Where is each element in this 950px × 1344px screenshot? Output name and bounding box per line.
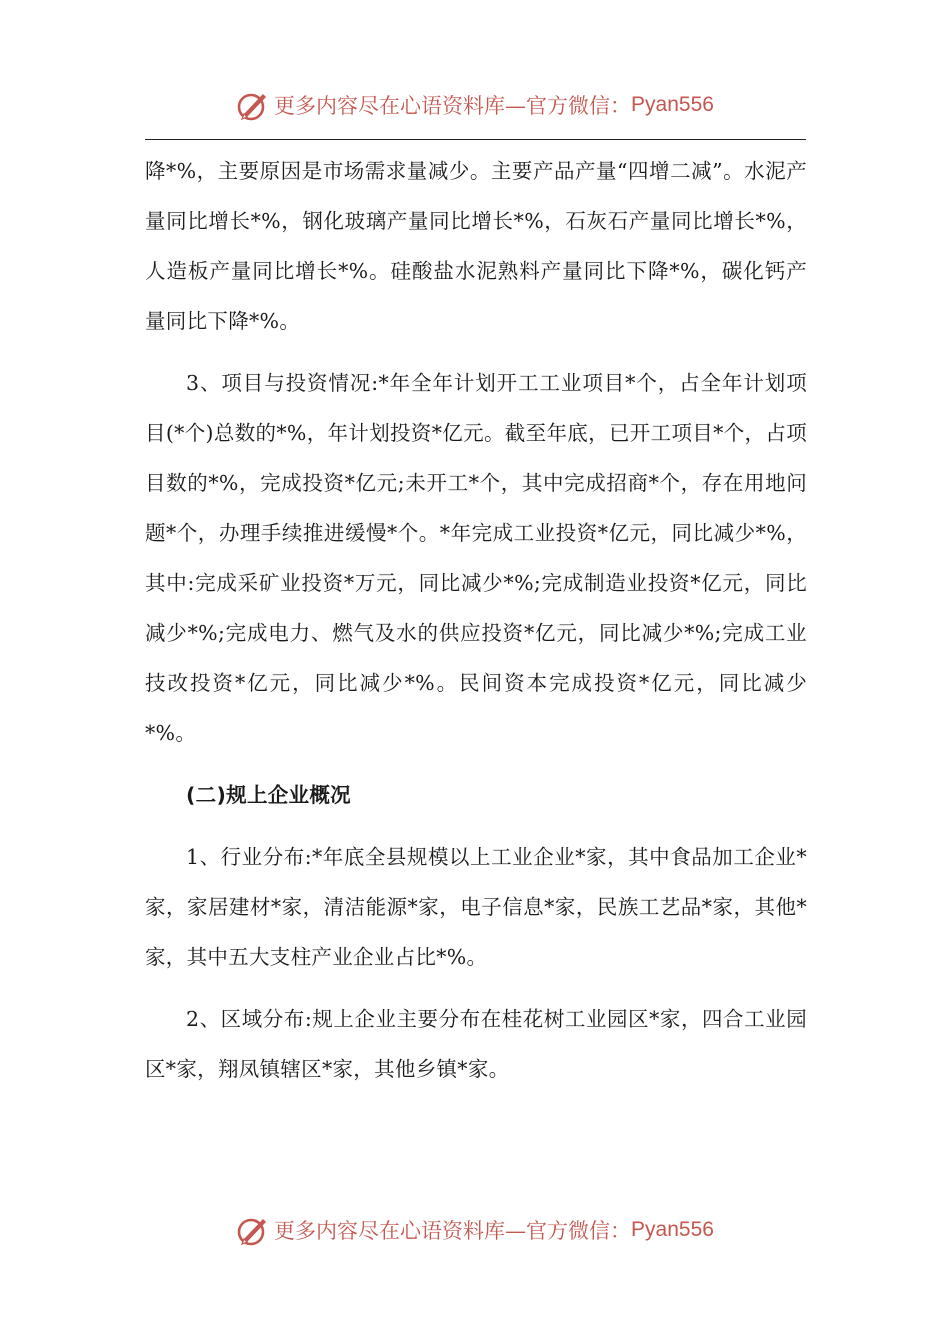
footer-watermark-id: Pyan556	[631, 1218, 714, 1241]
section-heading-enterprises: (二)规上企业概况	[186, 783, 351, 807]
paragraph-industry-distribution: 1、行业分布:*年底全县规模以上工业企业*家，其中食品加工企业*家，家居建材*家，清洁能源*家，电子信息*家，民族工艺品*家，其他*家，其中五大支柱产业企业占比*%。	[145, 845, 807, 969]
footer-watermark	[0, 1210, 950, 1250]
footer-watermark-text: 更多内容尽在心语资料库—官方微信：	[274, 1219, 632, 1243]
header-watermark-id: Pyan556	[631, 93, 714, 116]
pen-logo-icon	[236, 88, 270, 122]
pen-logo-icon	[236, 1213, 270, 1247]
header-watermark-text: 更多内容尽在心语资料库—官方微信：	[274, 94, 632, 118]
paragraph-projects-investment: 3、项目与投资情况:*年全年计划开工工业项目*个，占全年计划项目(*个)总数的*%，年计划投资*亿元。截至年底，已开工项目*个，占项目数的*%，完成投资*亿元;未开工*个，其中完成招商*个，存在用地问题*个，办理手续推进缓慢*个。*年完成工业投资*亿元，同比减少*%，其中:完成采矿业投资*万元，同比减少*%;完成制造业投资*亿元，同比减少*%;完成电力、燃气及水的供应投资*亿元，同比减少*%;完成工业技改投资*亿元，同比减少*%。民间资本完成投资*亿元，同比减少*%。	[145, 371, 807, 745]
paragraph-regional-distribution: 2、区域分布:规上企业主要分布在桂花树工业园区*家，四合工业园区*家，翔凤镇辖区*家，其他乡镇*家。	[145, 1007, 807, 1081]
paragraph-output-summary: 降*%，主要原因是市场需求量减少。主要产品产量“四增二减”。水泥产量同比增长*%，钢化玻璃产量同比增长*%，石灰石产量同比增长*%，人造板产量同比增长*%。硅酸盐水泥熟料产量同比下降*%，碳化钙产量同比下降*%。	[145, 159, 807, 333]
document-body	[145, 146, 807, 1094]
header-divider	[145, 139, 806, 140]
header-watermark	[0, 85, 950, 125]
